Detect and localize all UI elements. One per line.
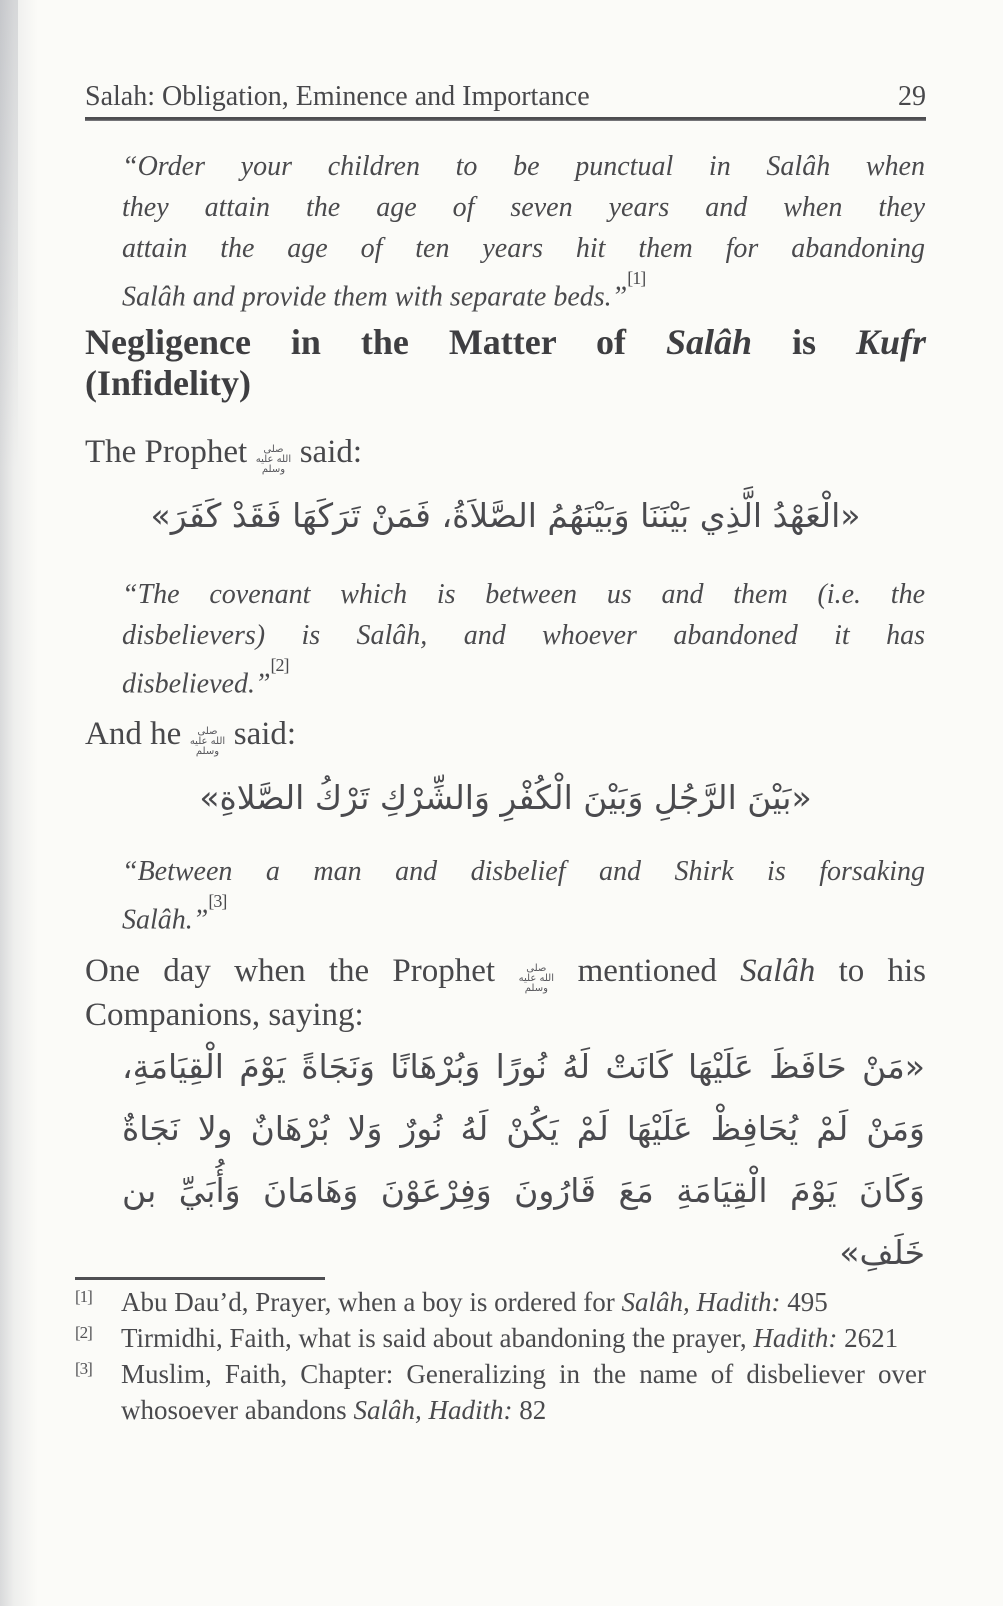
footnote-italic: Hadith: [753,1323,838,1353]
footnote-ref-3: [3] [208,891,227,911]
footnote-3 [75,1358,926,1427]
honorific-saw-icon: صلى الله عليه وسلم [255,444,292,475]
footnote-italic: Salâh, Hadith: [353,1395,513,1425]
running-header [85,80,926,114]
quote-text: disbelieved.” [122,668,271,700]
honorific-saw-icon: صلى الله عليه وسلم [518,963,554,994]
heading-term-kufr: Kufr [855,322,927,362]
hadith-arabic-2: «بَيْنَ الرَّجُلِ وَبَيْنَ الْكُفْرِ وَالشِّرْكِ تَرْكُ الصَّلاةِ» [199,778,812,817]
quote-line: disbelievers) is Salâh, and whoever abandoned it has [122,620,925,651]
quote-line [122,892,925,940]
footnote-number: 495 [780,1287,828,1317]
quote-line: they attain the age of seven years and when they [122,192,925,223]
heading-line-1 [85,322,926,363]
page-binding-shadow-top [0,0,18,470]
paragraph-prophet-said [85,431,926,475]
hadith-arabic-3 [122,1036,925,1284]
section-heading [85,322,926,404]
footnote-1 [75,1286,926,1322]
heading-term-salah: Salâh [666,322,753,362]
quote-line [122,656,925,704]
footnotes [75,1286,926,1427]
footnote-text: Tirmidhi, Faith, what is said about abandoning the prayer, [121,1323,754,1353]
footnote-marker: [2] [75,1323,92,1342]
paragraph-text: said: [291,434,363,470]
paragraph-text: And he [85,716,190,752]
paragraph-text: mentioned [554,953,741,989]
quote-line [122,269,925,317]
footnote-italic: Salâh, Hadith: [621,1287,781,1317]
header-rule [85,117,926,121]
paragraph-and-he-said [85,713,926,757]
heading-text: Negligence in the Matter of [85,322,666,362]
heading-text: is [752,322,856,362]
quote-covenant [122,574,925,704]
term-salah: Salâh [740,953,816,989]
quote-line: attain the age of ten years hit them for abandoning [122,233,925,264]
quote-between-man [122,851,925,940]
paragraph-text: One day when the Prophet [85,953,519,989]
paragraph-text: to his Companions, saying: [85,953,926,1033]
footnote-number: 2621 [837,1323,899,1353]
paragraph-text: said: [225,716,297,752]
footnote-ref-2: [2] [270,655,289,675]
quote-line: “The covenant which is between us and them (i.e. the [122,579,925,610]
quote-text: Salâh and provide them with separate beds.” [122,281,628,313]
footnote-ref-1: [1] [627,268,646,288]
hadith-arabic-line: وَكَانَ يَوْمَ الْقِيَامَةِ مَعَ قَارُونَ وَفِرْعَوْنَ وَهَامَانَ وَأُبَيِّ بن خَلَفِ» [122,1171,925,1272]
footnote-marker: [1] [75,1287,92,1306]
quote-text: Salâh.” [122,904,209,936]
heading-line-2: (Infidelity) [85,363,251,403]
footnote-number: 82 [512,1395,547,1425]
quote-line: “Between a man and disbelief and Shirk is forsaking [122,856,925,887]
hadith-arabic-1: «الْعَهْدُ الَّذِي بَيْنَنَا وَبَيْنَهُمُ الصَّلاَةُ، فَمَنْ تَرَكَهَا فَقَدْ كَفَرَ» [150,496,861,535]
hadith-arabic-line: «مَنْ حَافَظَ عَلَيْهَا كَانَتْ لَهُ نُورًا وَبُرْهَانًا وَنَجَاةً يَوْمَ الْقِيَامَةِ، [122,1047,925,1086]
paragraph-text: The Prophet [85,434,256,470]
footnote-text: Abu Dau’d, Prayer, when a boy is ordered for [121,1287,622,1317]
chapter-title: Salah: Obligation, Eminence and Importance [85,81,590,112]
footnote-2 [75,1322,926,1358]
quote-order-children [122,146,925,317]
quote-line: “Order your children to be punctual in Salâh when [122,151,925,182]
hadith-arabic-line: وَمَنْ لَمْ يُحَافِظْ عَلَيْهَا لَمْ يَكُنْ لَهُ نُورٌ وَلا بُرْهَانٌ ولا نَجَاةٌ [122,1109,925,1148]
page-number: 29 [898,81,926,112]
footnote-text: Muslim, Faith, Chapter: Generalizing in the name of disbeliever over whosoever abandons [121,1359,926,1425]
paragraph-one-day [85,950,926,1036]
honorific-saw-icon: صلى الله عليه وسلم [189,726,226,757]
footnote-marker: [3] [75,1359,92,1378]
